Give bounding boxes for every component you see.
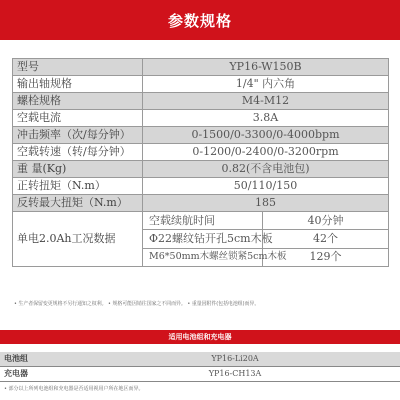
spec-label: 型号 xyxy=(13,59,143,76)
spec-table xyxy=(12,58,389,267)
spec-value: 0-1200/0-2400/0-3200rpm xyxy=(143,144,389,161)
spec-row-weight xyxy=(13,161,389,178)
spec-label: 空载电流 xyxy=(13,110,143,127)
spec-value: YP16-W150B xyxy=(143,59,389,76)
spec-label: 正转扭矩（N.m） xyxy=(13,178,143,195)
spec-row-bolt xyxy=(13,93,389,110)
accessory-value: YP16-Li20A xyxy=(70,352,400,367)
spec-row-impact-rate xyxy=(13,127,389,144)
accessory-label: 电池组 xyxy=(0,352,70,367)
spec-value: 3.8A xyxy=(143,110,389,127)
spec-value: 185 xyxy=(143,195,389,212)
header-bar xyxy=(0,0,400,40)
battery-data-value: 40分钟 xyxy=(263,212,389,230)
spec-value: 0-1500/0-3300/0-4000bpm xyxy=(143,127,389,144)
accessories-header xyxy=(0,330,400,344)
spec-label: 重 量(Kg) xyxy=(13,161,143,178)
accessories-table xyxy=(0,352,400,382)
battery-data-item: Φ22螺纹钻开孔5cm木板 xyxy=(143,230,263,248)
spec-label: 反转最大扭矩（N.m） xyxy=(13,195,143,212)
page-title: 参数规格 xyxy=(167,11,232,30)
spec-label: 单电2.0Ah工况数据 xyxy=(13,212,143,267)
battery-data-item: 空载续航时间 xyxy=(143,212,263,230)
spec-value: 1/4" 内六角 xyxy=(143,76,389,93)
battery-data-value: 42个 xyxy=(263,230,389,248)
accessory-label: 充电器 xyxy=(0,367,70,382)
spec-label: 冲击频率（次/每分钟） xyxy=(13,127,143,144)
spec-value: M4-M12 xyxy=(143,93,389,110)
spec-row-model xyxy=(13,59,389,76)
footnote: • 部分以上所列电池组和充电器是否适用视用户所在地区而异。 xyxy=(4,386,144,392)
spec-label: 空载转速（转/每分钟） xyxy=(13,144,143,161)
accessories-title: 适用电池组和充电器 xyxy=(168,333,232,341)
battery-data-value: 129个 xyxy=(263,248,389,266)
spec-value: 50/110/150 xyxy=(143,178,389,195)
spec-row-no-load-speed xyxy=(13,144,389,161)
accessory-value: YP16-CH13A xyxy=(70,367,400,382)
spec-label: 螺栓规格 xyxy=(13,93,143,110)
accessory-row-battery xyxy=(0,352,400,367)
spec-row-forward-torque xyxy=(13,178,389,195)
accessory-row-charger xyxy=(0,367,400,382)
spec-row-battery-data xyxy=(13,212,389,230)
battery-data-item: M6*50mm木螺丝锁紧5cm木板 xyxy=(143,248,263,266)
spec-value: 0.82(不含电池包) xyxy=(143,161,389,178)
spec-row-reverse-torque xyxy=(13,195,389,212)
spec-notes: • 生产者保留变更规格不另行通知之权利。 • 规格可能因销往国家之不同而异。 • 重量因附件(包括电池组)而异。 xyxy=(14,301,260,307)
spec-label: 输出轴规格 xyxy=(13,76,143,93)
spec-row-no-load-current xyxy=(13,110,389,127)
spec-row-output-shaft xyxy=(13,76,389,93)
